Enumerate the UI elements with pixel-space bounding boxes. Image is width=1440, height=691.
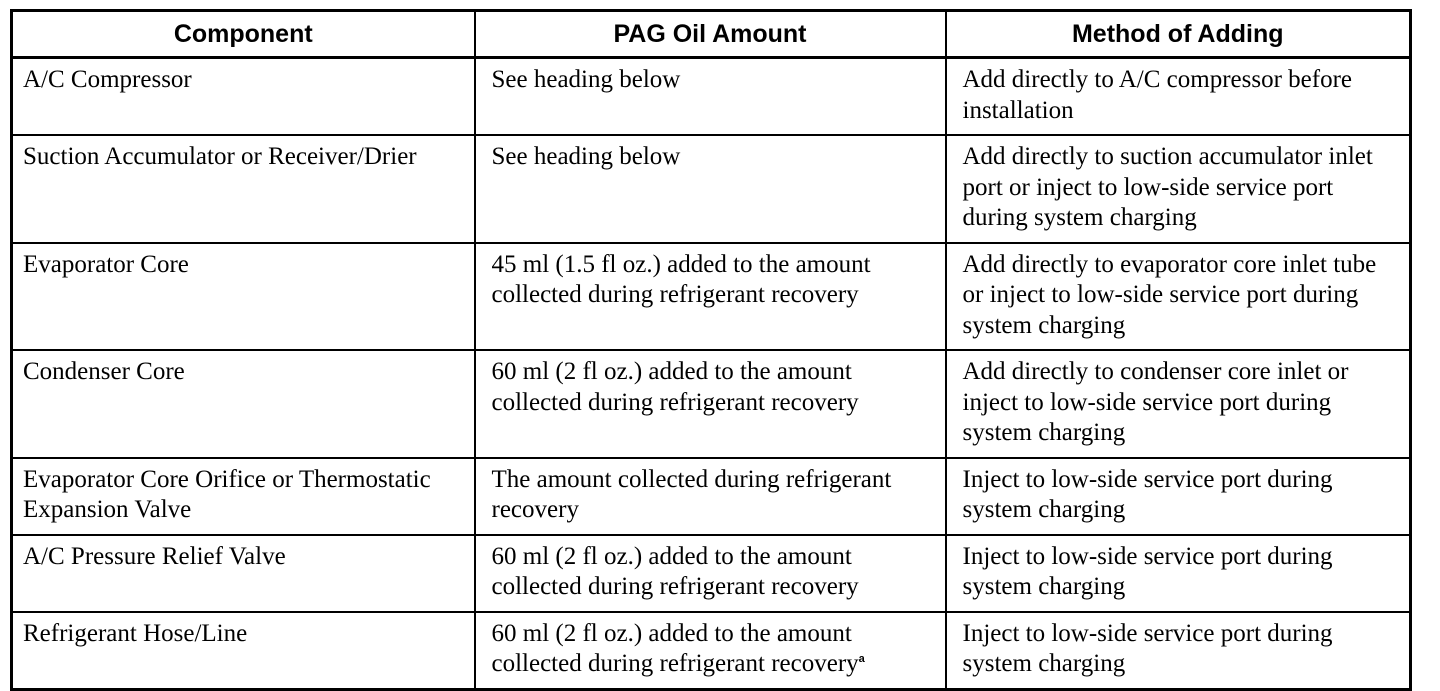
amount-cell (475, 350, 946, 458)
table-row (12, 458, 1411, 535)
header-method-of-adding: Method of Adding (946, 11, 1411, 58)
method-cell: Add directly to suction accumulator inlet port or inject to low-side service port during system charging (946, 135, 1411, 243)
component-cell: Condenser Core (12, 350, 475, 458)
amount-text: 60 ml (2 fl oz.) added to the amount collected during refrigerant recovery (491, 619, 859, 677)
component-cell: Evaporator Core Orifice or Thermostatic Expansion Valve (12, 458, 475, 535)
method-cell: Inject to low-side service port during system charging (946, 612, 1411, 690)
component-cell: A/C Compressor (12, 58, 475, 136)
header-pag-oil-amount: PAG Oil Amount (475, 11, 946, 58)
table-row (12, 58, 1411, 136)
amount-cell (475, 58, 946, 136)
component-cell: Evaporator Core (12, 243, 475, 351)
amount-text: See heading below (491, 143, 681, 170)
component-cell: Refrigerant Hose/Line (12, 612, 475, 690)
amount-text: 45 ml (1.5 fl oz.) added to the amount collected during refrigerant recovery (491, 250, 871, 308)
table-row (12, 243, 1411, 351)
amount-cell (475, 243, 946, 351)
method-cell: Add directly to evaporator core inlet tube or inject to low-side service port during system charging (946, 243, 1411, 351)
amount-cell (475, 458, 946, 535)
amount-text: The amount collected during refrigerant recovery (491, 465, 892, 523)
amount-text: See heading below (491, 66, 681, 93)
method-cell: Add directly to condenser core inlet or inject to low-side service port during system charging (946, 350, 1411, 458)
method-cell: Add directly to A/C compressor before installation (946, 58, 1411, 136)
component-cell: Suction Accumulator or Receiver/Drier (12, 135, 475, 243)
amount-cell (475, 612, 946, 690)
footnote-marker: a (858, 653, 865, 665)
header-component: Component (12, 11, 475, 58)
pag-oil-table (10, 9, 1412, 691)
component-cell: A/C Pressure Relief Valve (12, 535, 475, 612)
header-row (12, 11, 1411, 58)
amount-text: 60 ml (2 fl oz.) added to the amount collected during refrigerant recovery (491, 358, 859, 416)
table-row (12, 612, 1411, 690)
method-cell: Inject to low-side service port during system charging (946, 458, 1411, 535)
method-cell: Inject to low-side service port during system charging (946, 535, 1411, 612)
amount-text: 60 ml (2 fl oz.) added to the amount collected during refrigerant recovery (491, 542, 859, 600)
table-row (12, 350, 1411, 458)
table-row (12, 535, 1411, 612)
amount-cell (475, 135, 946, 243)
table-row (12, 135, 1411, 243)
amount-cell (475, 535, 946, 612)
